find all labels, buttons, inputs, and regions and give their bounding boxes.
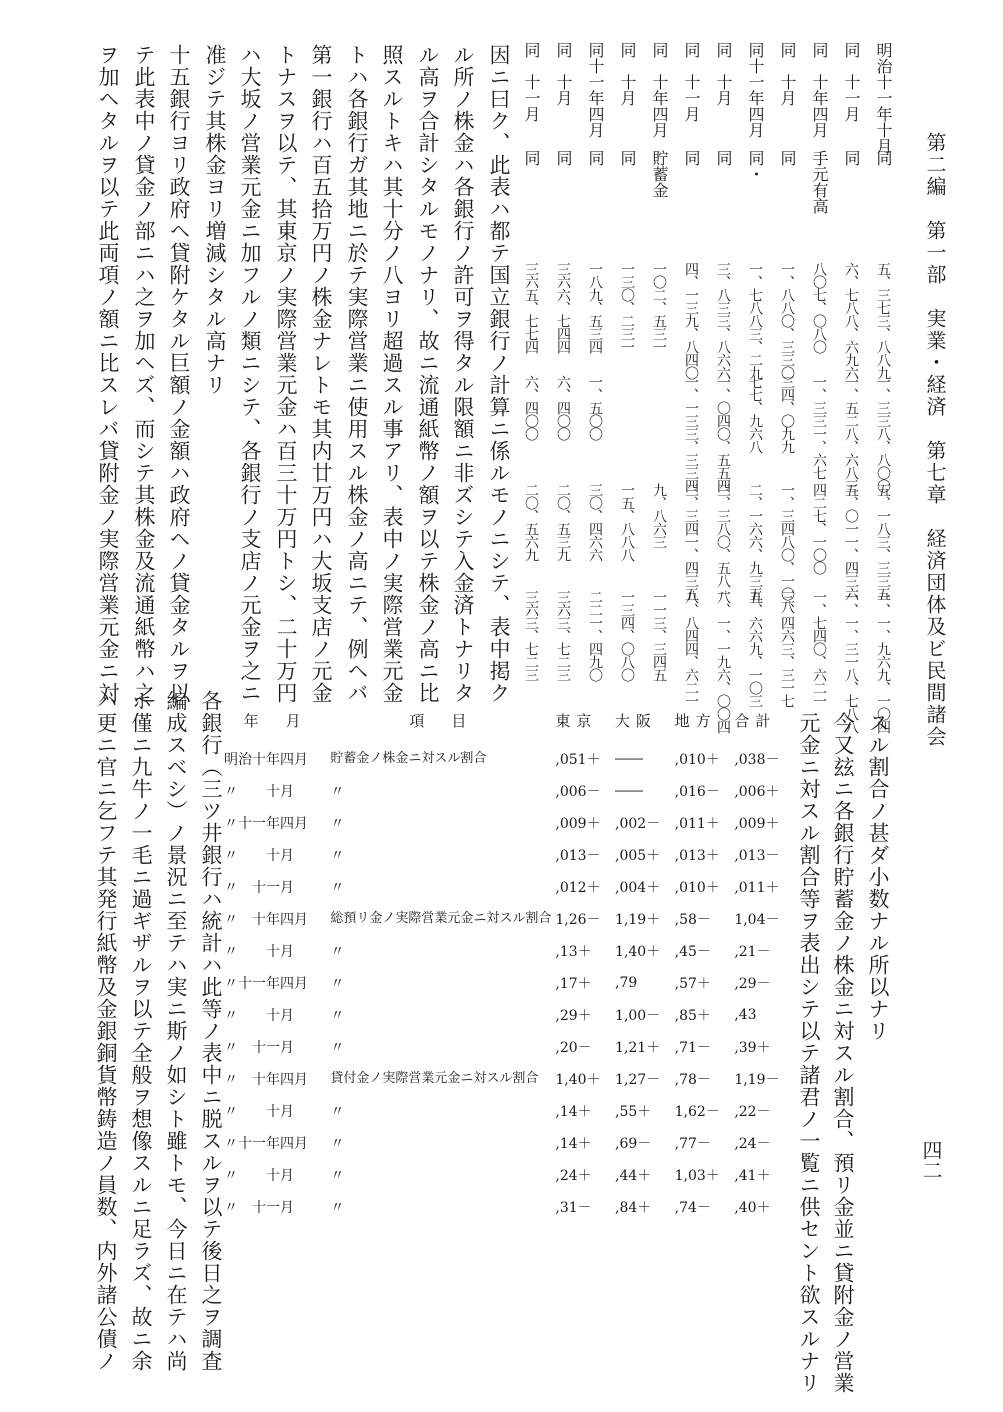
table-cell-tokyo: ,14＋ [555, 1136, 592, 1152]
paragraph-line: 十五銀行ヨリ政府ヘ貸附ケタル巨額ノ金額ハ政府ヘノ貸金タルヲ以 [167, 44, 191, 704]
header-osaka: 大阪 [615, 712, 658, 730]
ledger-label: 同 [714, 150, 733, 166]
ledger-value: 一五、八八八 [619, 483, 635, 561]
table-cell-chiho: ,45－ [674, 944, 711, 960]
paragraph-line: テ此表中ノ貸金ノ部ニハ之ヲ加ヘズ、而シテ其株金及流通紙幣ハ之 [132, 44, 156, 704]
table-cell-osaka: 1,27－ [615, 1072, 661, 1088]
table-cell-item: 貸付金ノ実際営業元金ニ対スル割合 [330, 1071, 539, 1087]
ratio-table-header-row [222, 708, 792, 743]
table-cell-osaka: ―― [615, 783, 644, 799]
table-cell-chiho: ,013＋ [674, 848, 720, 864]
ledger-value: 三、八三三、八六六 [715, 262, 731, 379]
ledger-value: 三、三四一、四三五 [683, 483, 699, 600]
ledger-value: 九、八六三 [651, 483, 667, 548]
ledger-value: 一、三三八、八〇〇 [875, 375, 891, 492]
header-chiho: 地方 [674, 712, 717, 730]
ledger-value: 二〇、五六九 [523, 483, 539, 561]
table-cell-chiho: ,011＋ [674, 816, 720, 832]
table-cell-osaka: ―― [615, 751, 644, 767]
ledger-date: 同十一年四月 [746, 42, 765, 138]
paragraph-line: 元金ニ対スル割合等ヲ表出シテ以テ諸君ノ一覧ニ供セント欲スルナリ [797, 712, 821, 1394]
table-row [222, 1127, 792, 1159]
table-cell-tokyo: ,24＋ [555, 1168, 592, 1184]
ledger-value: 三六六、七四四 [555, 262, 571, 353]
table-cell-osaka: 1,21＋ [615, 1040, 661, 1056]
table-cell-date: 明治十年四月 [224, 752, 308, 768]
paragraph-line: ル所ノ株金ハ各銀行ノ許可ヲ得タル限額ニ非ズシテ入金済トナリタ [451, 44, 475, 704]
ledger-value: 一三〇、二三一 [619, 262, 635, 353]
ledger-value: 一〇二、五三一 [651, 262, 667, 353]
ledger-value: 三四、〇九九 [779, 375, 795, 453]
table-cell-osaka: ,79 [615, 975, 638, 991]
table-cell-item: 貯蓄金ノ株金ニ対スル割合 [330, 751, 487, 767]
table-cell-osaka: ,44＋ [615, 1168, 652, 1184]
table-cell-item: 〃 [330, 1008, 345, 1024]
table-cell-osaka: ,002－ [615, 816, 661, 832]
header-item: 項 目 [409, 712, 473, 730]
table-cell-tokyo: ,013－ [555, 848, 601, 864]
table-cell-total: 1,04－ [734, 912, 780, 928]
table-cell-total: ,013－ [734, 848, 780, 864]
table-row [222, 1191, 792, 1223]
table-cell-chiho: ,016－ [674, 784, 720, 800]
table-cell-chiho: ,010＋ [674, 752, 720, 768]
table-cell-osaka: 1,19＋ [615, 912, 661, 928]
table-cell-item: 〃 [330, 816, 345, 832]
table-cell-chiho: ,71－ [674, 1040, 711, 1056]
table-cell-date: 〃 十年四月 [224, 1072, 308, 1088]
ledger-value: 一、三三一、六七 [811, 375, 827, 479]
paragraph-line: トナスヲ以テ、其東京ノ実際営業元金ハ百三十万円トシ、二十万円 [274, 44, 298, 704]
ledger-value: 一一三、三四五 [651, 590, 667, 681]
running-header: 第二編 第一部 実業・経済 第七章 経済団体及ビ民間諸会 [923, 132, 947, 748]
ledger-date: 同 十一月 [842, 42, 861, 122]
ledger-value: 四、一三九、八四〇 [683, 262, 699, 379]
ledger-value: 一、五〇〇 [587, 375, 603, 440]
table-cell-chiho: ,74－ [674, 1200, 711, 1216]
ledger-label: 手元有高 [810, 150, 829, 214]
table-cell-chiho: ,78－ [674, 1072, 711, 1088]
paragraph-line: ホ僅ニ九牛ノ一毛ニ過ギザルヲ以テ全般ヲ想像スルニ足ラズ、故ニ余 [129, 690, 153, 1372]
ledger-label: 同 [586, 150, 605, 166]
table-cell-tokyo: 1,26－ [555, 912, 601, 928]
paragraph-line: 第一銀行ハ百五拾万円ノ株金ナレトモ其内廿万円ハ大坂支店ノ元金 [309, 44, 333, 704]
ledger-value: 一、五二八、六八三 [843, 375, 859, 492]
ratio-table [222, 708, 792, 1223]
table-cell-tokyo: ,31－ [555, 1200, 592, 1216]
table-row [222, 1159, 792, 1191]
table-cell-tokyo: ,051＋ [555, 752, 601, 768]
table-row [222, 775, 792, 807]
table-row [222, 807, 792, 839]
table-cell-total: ,21－ [734, 944, 771, 960]
ledger-value: 六、四〇〇 [523, 375, 539, 440]
ledger-value: 一、八八〇、三三〇 [779, 262, 795, 379]
ledger-value: 六、七八八、六九六 [843, 262, 859, 379]
table-row [222, 903, 792, 935]
ledger-value: 七七、九六八 [747, 375, 763, 453]
table-cell-chiho: ,010＋ [674, 880, 720, 896]
ledger-label: 貯蓄金 [650, 150, 669, 198]
table-cell-chiho: ,85＋ [674, 1008, 711, 1024]
table-cell-item: 〃 [330, 1104, 345, 1120]
table-row [222, 839, 792, 871]
ledger-value: 三、三八〇、五八一 [715, 483, 731, 600]
paragraph-line: 照スルトキハ其十分ノ八ヨリ超過スル事アリ、表中ノ実際営業元金 [380, 44, 404, 704]
ledger-date: 同 十月 [554, 42, 573, 106]
paragraph-line: トハ各銀行ガ其地ニ於テ実際営業ニ使用スル株金ノ高ニテ、例ヘバ [345, 44, 369, 704]
table-cell-date: 〃 十月 [224, 944, 294, 960]
table-cell-tokyo: 1,40＋ [555, 1072, 601, 1088]
table-row [222, 1095, 792, 1127]
paragraph-line: ヲ加ヘタルヲ以テ此両項ノ額ニ比スレバ貸附金ノ実際営業元金ニ対 [96, 44, 120, 704]
ledger-value: 一、三四八〇、一〇八 [779, 483, 795, 613]
table-cell-total: ,40＋ [734, 1200, 771, 1216]
table-cell-tokyo: ,13＋ [555, 944, 592, 960]
table-cell-item: 〃 [330, 976, 345, 992]
paragraph-line: 編成スベシ）ノ景況ニ至テハ実ニ斯ノ如シト雖トモ、今日ニ在テハ尚 [164, 690, 188, 1372]
table-cell-date: 〃 十一月 [224, 1040, 294, 1056]
table-cell-osaka: ,69－ [615, 1136, 652, 1152]
table-cell-total: 1,19－ [734, 1072, 780, 1088]
table-row [222, 1063, 792, 1095]
ledger-value: 一八九、五三四 [587, 262, 603, 353]
table-cell-tokyo: ,009＋ [555, 816, 601, 832]
ledger-date: 同 十月 [778, 42, 797, 106]
table-row [222, 967, 792, 999]
ledger-value: 二、一六六、九三五 [747, 483, 763, 600]
ledger-date: 同 十一月 [522, 42, 541, 122]
ledger-label: 同 [618, 150, 637, 166]
ledger-label: 同 [522, 150, 541, 166]
ledger-label: 同 [874, 150, 893, 166]
ledger-date: 同 十年四月 [810, 42, 829, 138]
table-cell-date: 〃十一年四月 [224, 816, 308, 832]
ledger-value: 五、〇一一、四三六 [843, 483, 859, 600]
table-cell-chiho: ,58－ [674, 912, 711, 928]
table-cell-date: 〃 十月 [224, 1168, 294, 1184]
ledger-date: 明治十一年十月 [874, 42, 893, 154]
ledger-value: 五、一八三、三三五 [875, 483, 891, 600]
table-cell-date: 〃十一年四月 [224, 976, 308, 992]
ledger-label: 同 [778, 150, 797, 166]
table-cell-item: 〃 [330, 1200, 345, 1216]
table-cell-date: 〃 十月 [224, 848, 294, 864]
page-number: 四二 [919, 1140, 943, 1180]
table-row [222, 1031, 792, 1063]
paragraph-line: ル高ヲ合計シタルモノナリ、故ニ流通紙幣ノ額ヲ以テ株金ノ高ニ比 [416, 44, 440, 704]
table-cell-item: 〃 [330, 784, 345, 800]
paragraph-line: ハ更ニ官ニ乞フテ其発行紙幣及金銀銅貨幣鋳造ノ員数、内外諸公債ノ [94, 690, 118, 1372]
ledger-value: 三〇、四六六 [587, 483, 603, 561]
ledger-value: 一、七四〇、六二一 [811, 590, 827, 707]
ledger-value: 三、四六三、三一七 [779, 590, 795, 707]
ledger-value: 八、一、一九六、〇〇四 [715, 590, 731, 733]
ledger-date: 同 十年四月 [650, 42, 669, 138]
table-cell-date: 〃 十月 [224, 1104, 294, 1120]
ledger-value: 四二七、一〇〇 [811, 483, 827, 574]
table-cell-item: 〃 [330, 848, 345, 864]
table-cell-total: ,011＋ [734, 880, 780, 896]
ledger-value: 三六三、七二三 [523, 590, 539, 681]
table-cell-total: ,038－ [734, 752, 780, 768]
table-row [222, 743, 792, 775]
ledger-label: 同 [682, 150, 701, 166]
ledger-value: 一、一、三一八、七八八 [843, 590, 859, 733]
table-cell-date: 〃 十一月 [224, 1200, 294, 1216]
paragraph-line: スル割合ノ甚ダ小数ナル所以ナリ [866, 712, 890, 1042]
ledger-label: 同・ [746, 150, 765, 182]
table-cell-total: ,22－ [734, 1104, 771, 1120]
table-cell-item: 〃 [330, 1136, 345, 1152]
ledger-date: 同 十月 [618, 42, 637, 106]
paragraph-line: 因ニ曰ク、此表ハ都テ国立銀行ノ計算ニ係ルモノニシテ、表中掲ク [487, 44, 511, 704]
table-cell-total: ,009＋ [734, 816, 780, 832]
ledger-value: 一、七八八三、二九 [747, 262, 763, 379]
table-row [222, 935, 792, 967]
header-tokyo: 東京 [555, 712, 598, 730]
ledger-date: 同 十一月 [682, 42, 701, 122]
paragraph-line: ハ大坂ノ営業元金ニ加フルノ類ニシテ、各銀行ノ支店ノ元金ヲ之ニ [238, 44, 262, 704]
ledger-label: 同 [554, 150, 573, 166]
table-cell-osaka: ,55＋ [615, 1104, 652, 1120]
header-total: 合計 [734, 712, 777, 730]
table-cell-osaka: ,84＋ [615, 1200, 652, 1216]
table-cell-tokyo: ,14＋ [555, 1104, 592, 1120]
table-cell-total: ,39＋ [734, 1040, 771, 1056]
table-cell-chiho: 1,03＋ [674, 1168, 720, 1184]
ledger-value: 五、六六九、一〇三 [747, 590, 763, 707]
table-cell-tokyo: ,20－ [555, 1040, 592, 1056]
ledger-value: 一、一、九六九、一〇四 [875, 590, 891, 733]
table-cell-chiho: ,57＋ [674, 976, 711, 992]
table-cell-tokyo: ,006－ [555, 784, 601, 800]
table-row [222, 871, 792, 903]
ledger-value: 一、一三三、三三四 [683, 375, 699, 492]
ledger-value: 八、八四四、六二一 [683, 590, 699, 707]
table-cell-date: 〃 十月 [224, 784, 294, 800]
ledger-value: 六、四〇〇 [555, 375, 571, 440]
table-cell-osaka: ,004＋ [615, 880, 661, 896]
table-cell-total: ,43 [734, 1007, 757, 1023]
ledger-value: 五、三七三、八八九 [875, 262, 891, 379]
table-cell-chiho: 1,62－ [674, 1104, 720, 1120]
header-date: 年 月 [243, 712, 307, 730]
table-cell-tokyo: ,17＋ [555, 976, 592, 992]
table-cell-item: 〃 [330, 1040, 345, 1056]
table-cell-total: ,006＋ [734, 784, 780, 800]
paragraph-line: 准ジテ其株金ヨリ増減シタル高ナリ [203, 44, 227, 396]
ledger-date: 同十一年四月 [586, 42, 605, 138]
table-cell-item: 〃 [330, 880, 345, 896]
ledger-value: 一三四、〇八〇 [619, 590, 635, 681]
ledger-value: 八〇七、〇八〇 [811, 262, 827, 353]
table-cell-osaka: 1,00－ [615, 1008, 661, 1024]
table-cell-tokyo: ,29＋ [555, 1008, 592, 1024]
paragraph-line: 今又玆ニ各銀行貯蓄金ノ株金ニ対スル割合、預リ金並ニ貸附金ノ営業 [831, 712, 855, 1394]
ledger-value: 一、〇四〇、五五四 [715, 375, 731, 492]
ledger-value: 二二一、四九〇 [587, 590, 603, 681]
ledger-value: 二〇、五三九 [555, 483, 571, 561]
ledger-value: 三六三、七二三 [555, 590, 571, 681]
table-row [222, 999, 792, 1031]
ledger-label: 同 [842, 150, 861, 166]
table-cell-date: 〃十一年四月 [224, 1136, 308, 1152]
table-cell-osaka: ,005＋ [615, 848, 661, 864]
paragraph-line: 各銀行（三ツ井銀行ハ統計ハ此等ノ表中ニ脱スルヲ以テ後日之ヲ調査 [199, 690, 223, 1372]
table-cell-total: ,29－ [734, 976, 771, 992]
table-cell-total: ,41＋ [734, 1168, 771, 1184]
table-cell-item: 〃 [330, 1168, 345, 1184]
table-cell-date: 〃 十年四月 [224, 912, 308, 928]
table-cell-date: 〃 十月 [224, 1008, 294, 1024]
table-cell-tokyo: ,012＋ [555, 880, 601, 896]
table-cell-total: ,24－ [734, 1136, 771, 1152]
table-cell-item: 〃 [330, 944, 345, 960]
table-cell-item: 総預リ金ノ実際営業元金ニ対スル割合 [330, 911, 552, 927]
ledger-value: 三六五、七七四 [523, 262, 539, 353]
table-cell-date: 〃 十一月 [224, 880, 294, 896]
table-cell-chiho: ,77－ [674, 1136, 711, 1152]
table-cell-osaka: 1,40＋ [615, 944, 661, 960]
ledger-date: 同 十月 [714, 42, 733, 106]
